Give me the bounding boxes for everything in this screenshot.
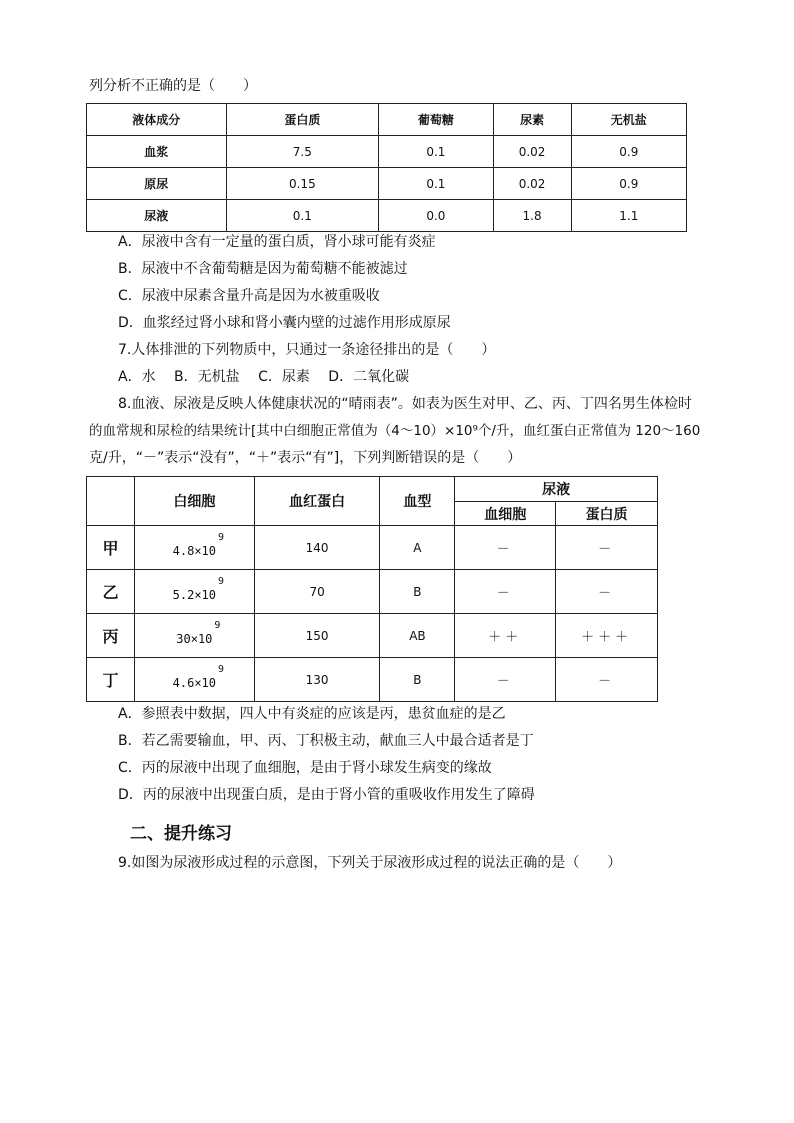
wbc-cell <box>134 658 254 702</box>
q8-stem-line2: 的血常规和尿检的结果统计[其中白细胞正常值为（4～10）×10⁹个/升，血红蛋白正常值为 120～160 <box>89 423 701 439</box>
q6-option-b: B．尿液中不含葡萄糖是因为葡萄糖不能被滤过 <box>118 261 408 277</box>
table-cell: 血浆 <box>87 136 227 168</box>
urine-rbc-cell: － <box>455 658 556 702</box>
wbc-base: 4.6×10 <box>172 676 216 690</box>
wbc-base: 5.2×10 <box>172 588 216 602</box>
urine-protein-cell: － <box>556 570 658 614</box>
hb-cell: 70 <box>254 570 380 614</box>
q8-stem-line3: 克/升，“－”表示“没有”，“＋”表示“有”]，下列判断错误的是（ ） <box>89 450 522 466</box>
table-cell: 0.9 <box>571 136 686 168</box>
table-cell: 0.0 <box>379 200 493 232</box>
table-row <box>87 570 658 614</box>
table-row <box>87 136 687 168</box>
fluid-composition-table <box>86 103 687 232</box>
wbc-exponent: 9 <box>214 620 221 631</box>
table-row <box>87 200 687 232</box>
q7-stem: 7.人体排泄的下列物质中，只通过一条途径排出的是（ ） <box>118 342 496 358</box>
urine-protein-cell: ＋＋＋ <box>556 614 658 658</box>
table-cell: 0.02 <box>493 136 571 168</box>
header-cell: 尿液 <box>455 477 658 502</box>
row-label: 甲 <box>87 526 135 570</box>
row-label: 丙 <box>87 614 135 658</box>
blood-type-cell: B <box>380 658 455 702</box>
table-row <box>87 168 687 200</box>
question-intro: 列分析不正确的是（ ） <box>89 78 257 94</box>
urine-rbc-cell: － <box>455 526 556 570</box>
header-cell: 血细胞 <box>455 502 556 526</box>
wbc-base: 30×10 <box>176 632 213 646</box>
table-cell: 0.9 <box>571 168 686 200</box>
urine-rbc-cell: － <box>455 570 556 614</box>
table-cell: 1.8 <box>493 200 571 232</box>
blood-type-cell: AB <box>380 614 455 658</box>
header-cell: 无机盐 <box>571 104 686 136</box>
header-cell-empty <box>87 477 135 526</box>
q6-option-a: A．尿液中含有一定量的蛋白质，肾小球可能有炎症 <box>118 234 436 250</box>
blood-type-cell: A <box>380 526 455 570</box>
urine-protein-cell: － <box>556 526 658 570</box>
header-cell: 血型 <box>380 477 455 526</box>
q8-stem-line1: 8.血液、尿液是反映人体健康状况的“晴雨表”。如表为医生对甲、乙、丙、丁四名男生体检时 <box>118 396 692 412</box>
q8-option-b: B．若乙需要输血，甲、丙、丁积极主动，献血三人中最合适者是丁 <box>118 733 534 749</box>
urine-protein-cell: － <box>556 658 658 702</box>
health-check-table <box>86 476 658 702</box>
table-cell: 0.1 <box>226 200 379 232</box>
table-row <box>87 658 658 702</box>
wbc-cell <box>134 570 254 614</box>
wbc-cell <box>134 526 254 570</box>
table-cell: 7.5 <box>226 136 379 168</box>
header-cell: 血红蛋白 <box>254 477 380 526</box>
table-cell: 尿液 <box>87 200 227 232</box>
table-cell: 0.1 <box>379 168 493 200</box>
q8-option-d: D．丙的尿液中出现蛋白质，是由于肾小管的重吸收作用发生了障碍 <box>118 787 535 803</box>
blood-type-cell: B <box>380 570 455 614</box>
q6-option-c: C．尿液中尿素含量升高是因为水被重吸收 <box>118 288 380 304</box>
row-label: 乙 <box>87 570 135 614</box>
wbc-cell <box>134 614 254 658</box>
hb-cell: 150 <box>254 614 380 658</box>
table-cell: 0.15 <box>226 168 379 200</box>
table-cell: 1.1 <box>571 200 686 232</box>
q9-stem: 9.如图为尿液形成过程的示意图，下列关于尿液形成过程的说法正确的是（ ） <box>118 855 622 871</box>
table-row <box>87 526 658 570</box>
wbc-exponent: 9 <box>217 664 224 675</box>
q8-option-a: A．参照表中数据，四人中有炎症的应该是丙，患贫血症的是乙 <box>118 706 506 722</box>
header-cell: 葡萄糖 <box>379 104 493 136</box>
table-cell: 原尿 <box>87 168 227 200</box>
table-row <box>87 614 658 658</box>
hb-cell: 140 <box>254 526 380 570</box>
section-title: 二、提升练习 <box>130 824 232 844</box>
hb-cell: 130 <box>254 658 380 702</box>
header-cell: 蛋白质 <box>556 502 658 526</box>
q8-option-c: C．丙的尿液中出现了血细胞，是由于肾小球发生病变的缘故 <box>118 760 492 776</box>
row-label: 丁 <box>87 658 135 702</box>
table-cell: 0.1 <box>379 136 493 168</box>
q6-option-d: D．血浆经过肾小球和肾小囊内壁的过滤作用形成原尿 <box>118 315 451 331</box>
header-cell: 尿素 <box>493 104 571 136</box>
table-cell: 0.02 <box>493 168 571 200</box>
table-header-row <box>87 477 658 502</box>
q7-options: A．水 B．无机盐 C．尿素 D．二氧化碳 <box>118 369 410 385</box>
header-cell: 液体成分 <box>87 104 227 136</box>
urine-rbc-cell: ＋＋ <box>455 614 556 658</box>
header-cell: 白细胞 <box>134 477 254 526</box>
table-header-row <box>87 104 687 136</box>
header-cell: 蛋白质 <box>226 104 379 136</box>
wbc-base: 4.8×10 <box>172 544 216 558</box>
wbc-exponent: 9 <box>217 532 224 543</box>
wbc-exponent: 9 <box>217 576 224 587</box>
